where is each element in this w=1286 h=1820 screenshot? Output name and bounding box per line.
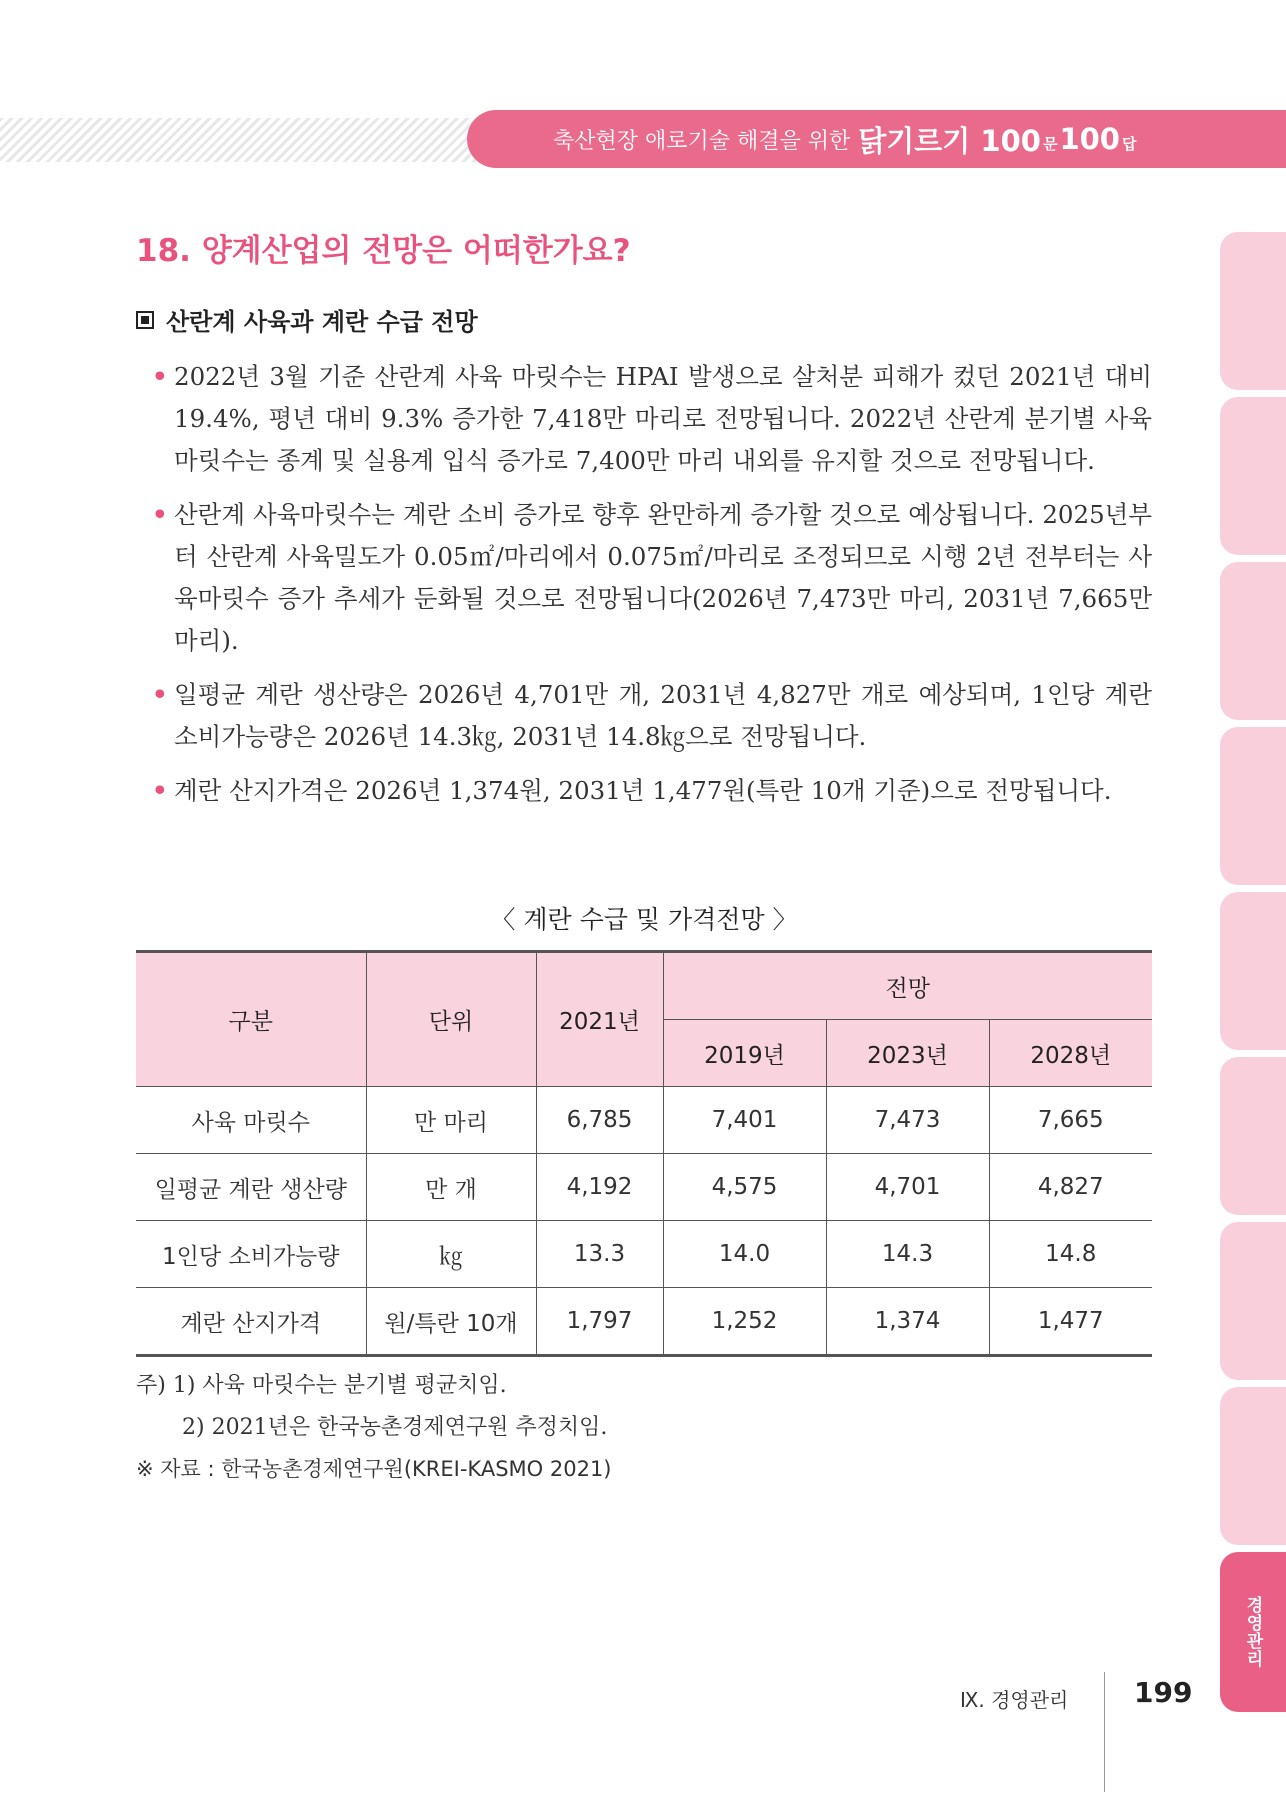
chapter-tab-6[interactable] (1220, 1057, 1286, 1215)
row-category: 사육 마릿수 (136, 1087, 366, 1154)
chapter-tab-2[interactable] (1220, 397, 1286, 555)
section-heading (136, 302, 478, 337)
row-unit: ㎏ (366, 1221, 536, 1288)
row-value: 7,401 (663, 1087, 826, 1154)
bullet-item: • 일평균 계란 생산량은 2026년 4,701만 개, 2031년 4,827만 개로 예상되며, 1인당 계란 소비가능량은 2026년 14.3㎏, 2031년 14.8㎏으로 전망됩니다. (152, 674, 1152, 758)
footer-chapter: Ⅸ. 경영관리 (960, 1688, 1069, 1712)
table-notes (136, 1365, 612, 1489)
table-row (136, 1288, 1152, 1356)
bullet-item: • 산란계 사육마릿수는 계란 소비 증가로 향후 완만하게 증가할 것으로 예상됩니다. 2025년부터 산란계 사육밀도가 0.05㎡/마리에서 0.075㎡/마리로 조정되므로 시행 2년 전부터는 사육마릿수 증가 추세가 둔화될 것으로 전망됩니다(2026년 7,473만 마리, 2031년 7,665만 마리). (152, 494, 1152, 662)
chapter-tab-7[interactable] (1220, 1222, 1286, 1380)
banner-title-mid: 100 (1059, 122, 1120, 156)
table-row (136, 1087, 1152, 1154)
bullet-item: • 2022년 3월 기준 산란계 사육 마릿수는 HPAI 발생으로 살처분 피해가 컸던 2021년 대비 19.4%, 평년 대비 9.3% 증가한 7,418만 마리로 전망됩니다. 2022년 산란계 분기별 사육 마릿수는 종계 및 실용계 입식 증가로 7,400만 마리 내외를 유지할 것으로 전망됩니다. (152, 356, 1152, 482)
row-unit: 만 개 (366, 1154, 536, 1221)
book-title-banner (467, 110, 1286, 168)
row-value: 4,827 (989, 1154, 1152, 1221)
row-value: 14.8 (989, 1221, 1152, 1288)
chapter-tab-4[interactable] (1220, 727, 1286, 885)
header-unit: 단위 (366, 952, 536, 1087)
bullet-item: • 계란 산지가격은 2026년 1,374원, 2031년 1,477원(특란 10개 기준)으로 전망됩니다. (152, 770, 1152, 812)
egg-supply-forecast-table (136, 950, 1152, 1357)
table-note: 2) 2021년은 한국농촌경제연구원 추정치임. (182, 1415, 608, 1440)
square-bullet-icon (136, 311, 154, 329)
row-category: 일평균 계란 생산량 (136, 1154, 366, 1221)
row-value: 1,252 (663, 1288, 826, 1356)
row-value: 4,701 (826, 1154, 989, 1221)
header-forecast: 전망 (663, 952, 1152, 1020)
chapter-tab-active[interactable] (1220, 1552, 1286, 1712)
row-category: 계란 산지가격 (136, 1288, 366, 1356)
table-row (136, 1154, 1152, 1221)
bullet-list (152, 356, 1152, 824)
row-value: 1,477 (989, 1288, 1152, 1356)
row-value: 14.3 (826, 1221, 989, 1288)
section-heading-text: 산란계 사육과 계란 수급 전망 (166, 308, 478, 336)
row-value: 6,785 (536, 1087, 663, 1154)
question-title: 18. 양계산업의 전망은 어떠한가요? (136, 233, 631, 269)
chapter-tab-3[interactable] (1220, 562, 1286, 720)
row-value: 1,374 (826, 1288, 989, 1356)
table-title: 〈 계란 수급 및 가격전망 〉 (490, 905, 798, 934)
header-hatch-decoration (0, 118, 480, 162)
row-value: 7,473 (826, 1087, 989, 1154)
banner-title: 닭기르기 100 (858, 123, 1041, 158)
row-value: 14.0 (663, 1221, 826, 1288)
row-value: 4,575 (663, 1154, 826, 1221)
chapter-tab-5[interactable] (1220, 892, 1286, 1050)
header-base-year: 2021년 (536, 952, 663, 1087)
table-note: 주) 1) 사육 마릿수는 분기별 평균치임. (136, 1373, 507, 1398)
banner-title-small-1: 문 (1042, 134, 1058, 153)
row-value: 7,665 (989, 1087, 1152, 1154)
page-number: 199 (1134, 1676, 1193, 1709)
chapter-tab-label: 경영관리 (1242, 1596, 1263, 1668)
banner-title-small-2: 답 (1122, 134, 1137, 153)
row-category: 1인당 소비가능량 (136, 1221, 366, 1288)
row-value: 1,797 (536, 1288, 663, 1356)
table-row (136, 1221, 1152, 1288)
footer-divider (1104, 1672, 1105, 1792)
banner-subtitle: 축산현장 애로기술 해결을 위한 (553, 128, 851, 154)
row-unit: 만 마리 (366, 1087, 536, 1154)
header-category: 구분 (136, 952, 366, 1087)
row-value: 13.3 (536, 1221, 663, 1288)
row-value: 4,192 (536, 1154, 663, 1221)
header-year: 2023년 (826, 1020, 989, 1087)
header-year: 2028년 (989, 1020, 1152, 1087)
chapter-tab-1[interactable] (1220, 232, 1286, 390)
header-year: 2019년 (663, 1020, 826, 1087)
chapter-tab-8[interactable] (1220, 1387, 1286, 1545)
row-unit: 원/특란 10개 (366, 1288, 536, 1356)
source-note: ※ 자료 : 한국농촌경제연구원(KREI-KASMO 2021) (136, 1457, 612, 1481)
